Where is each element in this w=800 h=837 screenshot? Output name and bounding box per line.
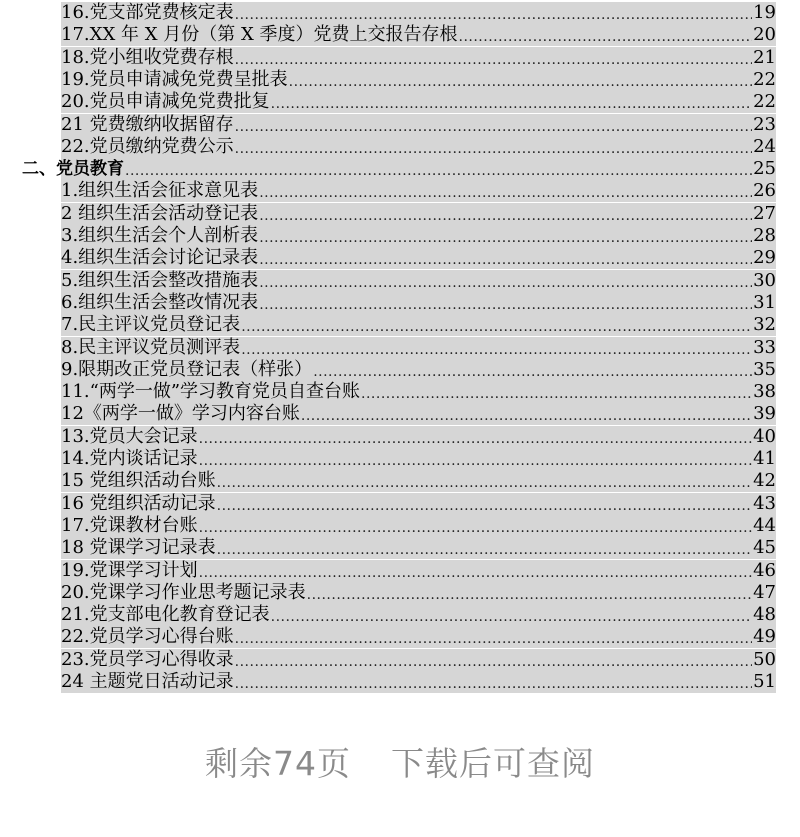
toc-entry[interactable] <box>61 626 776 648</box>
toc-leader-dots <box>313 363 752 381</box>
toc-entry-title: 19.党课学习计划 <box>61 559 198 581</box>
toc-page-number: 45 <box>753 537 776 559</box>
toc-entry-title: 19.党员申请减免党费呈批表 <box>61 68 288 90</box>
toc-leader-dots <box>199 519 752 537</box>
toc-entry-title: 21 党费缴纳收据留存 <box>61 113 234 135</box>
toc-leader-dots <box>217 474 752 492</box>
toc-entry[interactable] <box>61 69 776 91</box>
toc-page-number: 27 <box>753 202 776 224</box>
download-to-view-text[interactable]: 下载后可查阅 <box>391 744 595 783</box>
toc-entry[interactable] <box>61 582 776 604</box>
toc-entry[interactable] <box>61 203 776 225</box>
toc-entry[interactable] <box>61 381 776 403</box>
toc-leader-dots <box>259 274 752 292</box>
toc-page-number: 32 <box>753 314 776 336</box>
toc-page-number: 44 <box>753 514 776 536</box>
remaining-pages-text: 剩余74页 <box>205 744 351 783</box>
toc-leader-dots <box>289 73 752 91</box>
toc-leader-dots <box>301 407 752 425</box>
toc-page-number: 22 <box>753 91 776 113</box>
toc-page-number: 26 <box>753 180 776 202</box>
toc-leader-dots <box>459 28 753 46</box>
toc-entry-title: 9.限期改正党员登记表（样张） <box>61 358 313 380</box>
toc-page-number: 35 <box>753 358 776 380</box>
toc-page-number: 23 <box>753 113 776 135</box>
toc-entry[interactable] <box>61 314 776 336</box>
toc-entry[interactable] <box>61 114 776 136</box>
toc-entry-title: 22.党员学习心得台账 <box>61 626 234 648</box>
toc-leader-dots <box>235 630 752 648</box>
toc-entry-title: 16.党支部党费核定表 <box>61 2 234 23</box>
toc-entry[interactable] <box>61 136 776 158</box>
toc-leader-dots <box>235 118 752 136</box>
toc-page-number: 48 <box>753 604 776 626</box>
toc-entry-title: 20.党课学习作业思考题记录表 <box>61 581 306 603</box>
toc-entry-title: 16 党组织活动记录 <box>61 492 216 514</box>
toc-leader-dots <box>259 207 752 225</box>
toc-leader-dots <box>235 6 752 24</box>
toc-entry-title: 18.党小组收党费存根 <box>61 46 234 68</box>
toc-entry-title: 23.党员学习心得收录 <box>61 648 234 670</box>
toc-leader-dots <box>235 653 752 671</box>
toc-entry[interactable] <box>61 292 776 314</box>
toc-leader-dots <box>307 586 752 604</box>
toc-leader-dots <box>235 675 752 693</box>
toc-entry[interactable] <box>61 270 776 292</box>
toc-entry[interactable] <box>61 180 776 202</box>
toc-entry-title: 12《两学一做》学习内容台账 <box>61 403 300 425</box>
toc-page-number: 38 <box>753 381 776 403</box>
preview-limit-notice[interactable] <box>0 738 800 785</box>
toc-entry-title: 20.党员申请减免党费批复 <box>61 91 270 113</box>
toc-entry[interactable] <box>61 91 776 113</box>
toc-page-number: 33 <box>753 336 776 358</box>
toc-leader-dots <box>271 608 752 626</box>
toc-leader-dots <box>259 251 752 269</box>
toc-entry[interactable] <box>61 515 776 537</box>
toc-entry-title: 22.党员缴纳党费公示 <box>61 135 234 157</box>
toc-page-number: 51 <box>753 671 776 692</box>
toc-leader-dots <box>241 341 752 359</box>
toc-entry-title: 15 党组织活动台账 <box>61 470 216 492</box>
toc-entry-title: 17.XX 年 X 月份（第 X 季度）党费上交报告存根 <box>61 24 458 46</box>
toc-page-number: 40 <box>753 425 776 447</box>
toc-leader-dots <box>361 385 752 403</box>
toc-entry[interactable] <box>61 604 776 626</box>
toc-entry-title: 5.组织生活会整改措施表 <box>61 269 259 291</box>
toc-entry[interactable] <box>61 337 776 359</box>
toc-page-number: 47 <box>753 581 776 603</box>
toc-entry-title: 7.民主评议党员登记表 <box>61 314 241 336</box>
toc-entry-title: 17.党课教材台账 <box>61 514 198 536</box>
toc-entry[interactable] <box>61 225 776 247</box>
toc-page-number: 50 <box>753 648 776 670</box>
toc-entry-title: 11.“两学一做”学习教育党员自查台账 <box>61 381 361 403</box>
toc-entry[interactable] <box>61 2 776 24</box>
toc-entry[interactable] <box>61 537 776 559</box>
toc-entry[interactable] <box>61 24 776 46</box>
toc-section-heading[interactable] <box>22 158 776 180</box>
toc-entry[interactable] <box>61 247 776 269</box>
toc-entry-title: 4.组织生活会讨论记录表 <box>61 247 259 269</box>
toc-entry-title: 6.组织生活会整改情况表 <box>61 291 259 313</box>
toc-entry-title: 13.党员大会记录 <box>61 425 198 447</box>
toc-page-number: 29 <box>753 247 776 269</box>
toc-page-number: 21 <box>753 46 776 68</box>
toc-page-number: 41 <box>753 448 776 469</box>
toc-entry-title: 1.组织生活会征求意见表 <box>61 180 259 202</box>
toc-entry-title: 二、党员教育 <box>22 159 124 180</box>
toc-entry[interactable] <box>61 448 776 470</box>
toc-leader-dots <box>259 296 752 314</box>
toc-page-number: 42 <box>753 470 776 492</box>
toc-entry-title: 14.党内谈话记录 <box>61 448 198 469</box>
toc-leader-dots <box>241 318 752 336</box>
toc-entry[interactable] <box>61 426 776 448</box>
toc-entry[interactable] <box>61 560 776 582</box>
toc-leader-dots <box>217 541 752 559</box>
toc-entry-title: 21.党支部电化教育登记表 <box>61 604 270 626</box>
toc-entry-title: 18 党课学习记录表 <box>61 537 216 559</box>
toc-page-number: 22 <box>753 68 776 90</box>
toc-page-number: 49 <box>753 626 776 648</box>
toc-page-number: 39 <box>753 403 776 425</box>
toc-leader-dots <box>199 452 752 470</box>
toc-leader-dots <box>259 229 752 247</box>
toc-page-number: 20 <box>753 24 776 46</box>
toc-entry[interactable] <box>61 359 776 381</box>
toc-leader-dots <box>199 430 752 448</box>
toc-leader-dots <box>271 95 752 113</box>
toc-leader-dots <box>217 497 752 515</box>
toc-page-number: 30 <box>753 269 776 291</box>
toc-entry[interactable] <box>61 470 776 492</box>
toc-leader-dots <box>235 51 752 69</box>
toc-entry[interactable] <box>61 649 776 671</box>
toc-entry[interactable] <box>61 671 776 693</box>
toc-entry-title: 24 主题党日活动记录 <box>61 671 234 692</box>
toc-entry-title: 8.民主评议党员测评表 <box>61 336 241 358</box>
toc-leader-dots <box>199 564 752 582</box>
toc-entry[interactable] <box>61 47 776 69</box>
toc-page-number: 28 <box>753 225 776 246</box>
toc-page-number: 25 <box>753 158 776 180</box>
toc-entry[interactable] <box>61 493 776 515</box>
toc-leader-dots <box>125 162 752 180</box>
toc-entry-title: 3.组织生活会个人剖析表 <box>61 225 259 246</box>
toc-page-number: 31 <box>753 291 776 313</box>
toc-page-number: 46 <box>753 559 776 581</box>
toc-entry[interactable] <box>61 403 776 425</box>
toc-entry-title: 2 组织生活会活动登记表 <box>61 202 259 224</box>
toc-page-number: 24 <box>753 135 776 157</box>
toc-leader-dots <box>259 184 752 202</box>
toc-page-number: 43 <box>753 492 776 514</box>
toc-leader-dots <box>235 140 752 158</box>
toc-page-number: 19 <box>753 2 776 23</box>
